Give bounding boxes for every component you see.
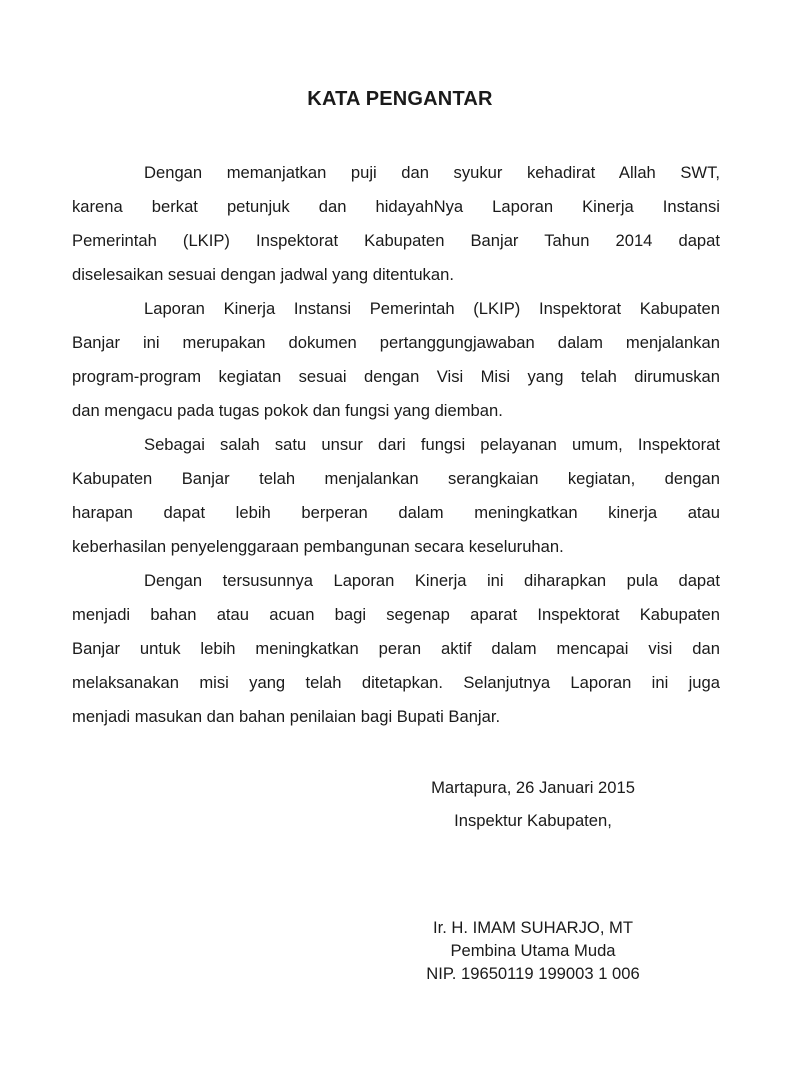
- paragraph-line: harapan dapat lebih berperan dalam meningkatkan kinerja atau: [72, 503, 720, 522]
- paragraph-line: melaksanakan misi yang telah ditetapkan. Selanjutnya Laporan ini juga: [72, 673, 720, 692]
- signature-identity: [400, 916, 666, 985]
- signature-position: Inspektur Kabupaten,: [454, 811, 612, 830]
- signatory-nip: NIP. 19650119 199003 1 006: [426, 964, 640, 983]
- paragraph-3: [72, 428, 720, 564]
- paragraph-line: menjadi bahan atau acuan bagi segenap aparat Inspektorat Kabupaten: [72, 605, 720, 624]
- paragraph-line: Sebagai salah satu unsur dari fungsi pelayanan umum, Inspektorat: [144, 435, 720, 454]
- paragraph-line: karena berkat petunjuk dan hidayahNya Laporan Kinerja Instansi: [72, 197, 720, 216]
- paragraph-line: keberhasilan penyelenggaraan pembangunan secara keseluruhan.: [72, 537, 564, 556]
- paragraph-line: dan mengacu pada tugas pokok dan fungsi yang diemban.: [72, 401, 503, 420]
- paragraph-line: diselesaikan sesuai dengan jadwal yang ditentukan.: [72, 265, 454, 284]
- signatory-rank: Pembina Utama Muda: [450, 941, 616, 960]
- paragraph-line: Pemerintah (LKIP) Inspektorat Kabupaten Banjar Tahun 2014 dapat: [72, 231, 720, 250]
- paragraph-line: Dengan memanjatkan puji dan syukur kehadirat Allah SWT,: [144, 163, 720, 182]
- paragraph-2: [72, 292, 720, 428]
- signature-place-date: Martapura, 26 Januari 2015: [431, 778, 635, 797]
- signatory-name: Ir. H. IMAM SUHARJO, MT: [432, 918, 634, 937]
- paragraph-1: [72, 156, 720, 292]
- paragraph-line: program-program kegiatan sesuai dengan Visi Misi yang telah dirumuskan: [72, 367, 720, 386]
- paragraph-line: Banjar untuk lebih meningkatkan peran aktif dalam mencapai visi dan: [72, 639, 720, 658]
- paragraph-line: Kabupaten Banjar telah menjalankan serangkaian kegiatan, dengan: [72, 469, 720, 488]
- paragraph-4: [72, 564, 720, 734]
- foreword-body: [72, 156, 720, 734]
- signature-header: [400, 771, 666, 837]
- page-title: KATA PENGANTAR: [307, 88, 493, 110]
- paragraph-line: Banjar ini merupakan dokumen pertanggungjawaban dalam menjalankan: [72, 333, 720, 352]
- paragraph-line: Dengan tersusunnya Laporan Kinerja ini diharapkan pula dapat: [144, 571, 720, 590]
- paragraph-line: Laporan Kinerja Instansi Pemerintah (LKIP) Inspektorat Kabupaten: [144, 299, 720, 318]
- paragraph-line: menjadi masukan dan bahan penilaian bagi Bupati Banjar.: [72, 707, 501, 726]
